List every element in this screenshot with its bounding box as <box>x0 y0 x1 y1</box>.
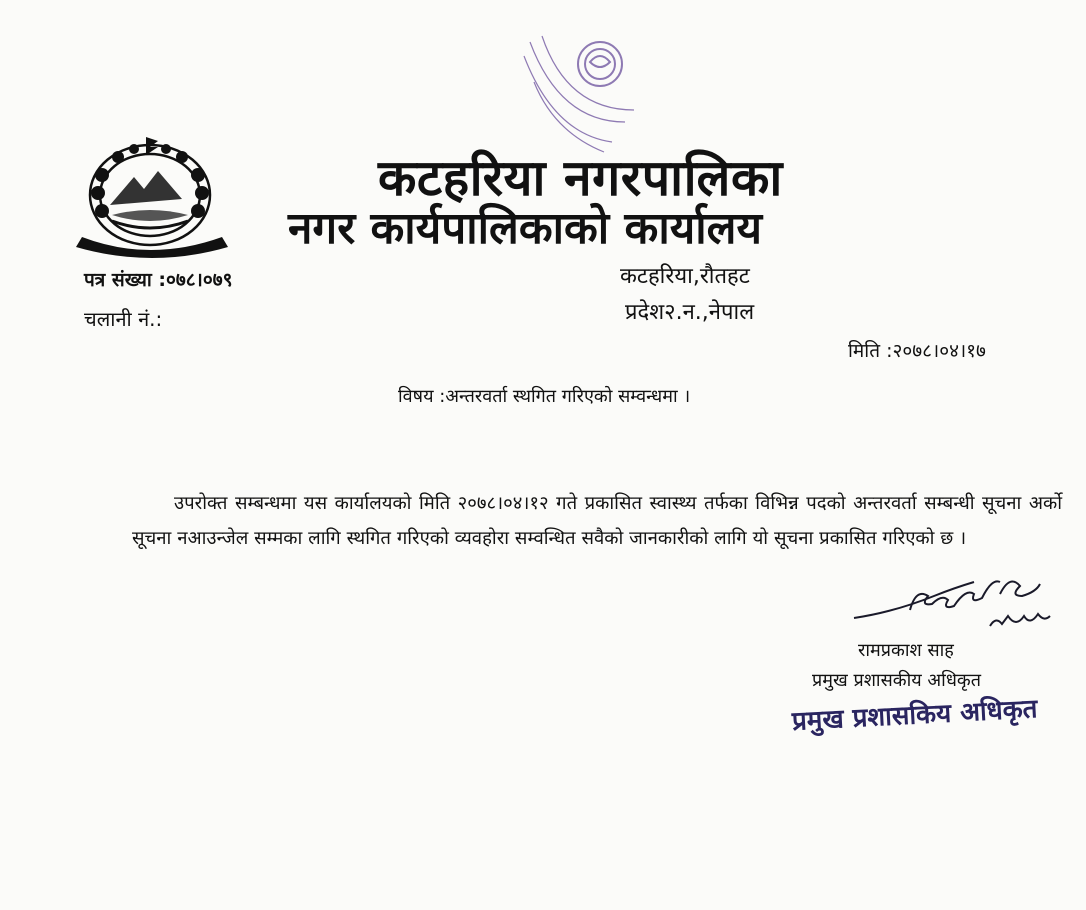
municipality-title: कटहरिया नगरपालिका <box>378 149 783 207</box>
signatory-name: रामप्रकाश साह <box>858 640 954 661</box>
nepal-emblem-logo <box>72 135 232 260</box>
office-title: नगर कार्यपालिकाको कार्यालय <box>288 203 762 254</box>
office-address-line1: कटहरिया,रौतहट <box>620 264 750 289</box>
reference-number: पत्र संख्या :०७८।०७९ <box>84 269 233 291</box>
office-address-line2: प्रदेश२.न.,नेपाल <box>625 300 755 325</box>
letter-date: मिति :२०७८।०४।१७ <box>848 340 986 362</box>
letter-subject: विषय :अन्तरवर्ता स्थगित गरिएको सम्वन्धमा । <box>398 386 691 407</box>
dispatch-number: चलानी नं.: <box>84 307 163 331</box>
handwritten-signature <box>850 570 1060 640</box>
designation-stamp: प्रमुख प्रशासकिय अधिकृत <box>791 694 1039 737</box>
letter-body: उपरोक्त सम्बन्धमा यस कार्यालयको मिति २०७८।०४।१२ गते प्रकासित स्वास्थ्य तर्फका विभिन्न पदको अन्तरवर्ता सम्बन्धी सूचना अर्को सूचना नआउन्जेल सम्मका लागि स्थगित गरिएको व्यवहोरा सम्वन्धित सवैको जानकारीको लागि यो सूचना प्रकासित गरिएको छ । <box>132 493 1062 549</box>
signatory-title: प्रमुख प्रशासकीय अधिकृत <box>812 670 981 691</box>
